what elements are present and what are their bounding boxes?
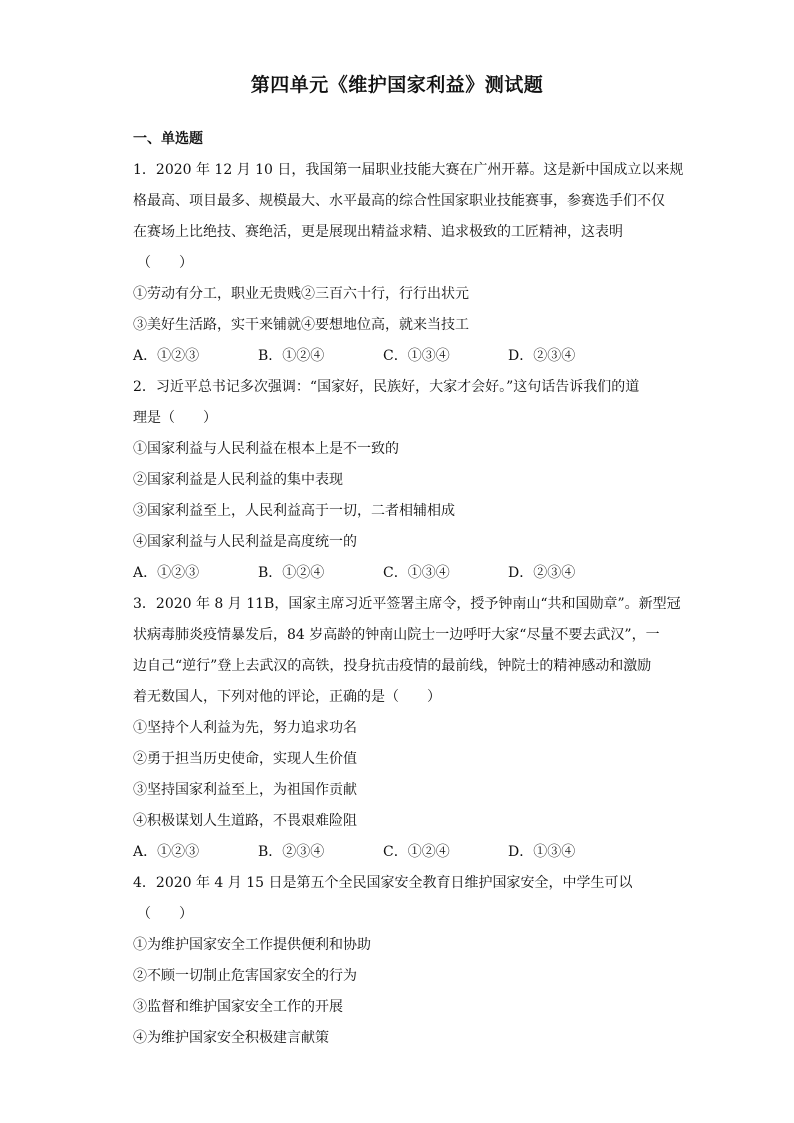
answer-options	[133, 837, 633, 868]
option-b: B．②③④	[258, 844, 325, 860]
answer-options	[133, 341, 633, 372]
option-d: D．②③④	[508, 348, 576, 364]
statement: ①为维护国家安全工作提供便利和协助	[133, 937, 371, 953]
question-2	[133, 372, 640, 589]
statement: ③国家利益至上，人民利益高于一切，二者相辅相成	[133, 503, 455, 519]
option-d: D．②③④	[508, 565, 576, 581]
question-text-line: 4．2020 年 4 月 15 日是第五个全民国家安全教育日维护国家安全，中学生可以	[133, 875, 633, 891]
option-a: A．①②③	[133, 348, 200, 364]
statement: ③美好生活路，实干来铺就④要想地位高，就来当技工	[133, 317, 469, 333]
question-1	[133, 155, 684, 372]
statement: ③监督和维护国家安全工作的开展	[133, 999, 343, 1015]
question-4	[133, 868, 633, 1054]
statement: ④为维护国家安全积极建言献策	[133, 1030, 329, 1046]
option-a: A．①②③	[133, 565, 200, 581]
statement: ④国家利益与人民利益是高度统一的	[133, 534, 357, 550]
answer-options	[133, 558, 633, 589]
option-c: C．①③④	[383, 348, 450, 364]
statement: ④积极谋划人生道路，不畏艰难险阻	[133, 813, 357, 829]
question-text-line: 在赛场上比绝技、赛绝活，更是展现出精益求精、追求极致的工匠精神，这表明	[133, 224, 623, 240]
statement: ①坚持个人利益为先，努力追求功名	[133, 720, 357, 736]
option-b: B．①②④	[258, 565, 325, 581]
statement: ③坚持国家利益至上，为祖国作贡献	[133, 782, 357, 798]
page-title: 第四单元《维护国家利益》测试题	[250, 74, 544, 96]
question-text-line: 边自己“逆行”登上去武汉的高铁，投身抗击疫情的最前线，钟院士的精神感动和激励	[133, 658, 652, 674]
statement: ②国家利益是人民利益的集中表现	[133, 472, 343, 488]
option-d: D．①③④	[508, 844, 576, 860]
question-text-line: 1．2020 年 12 月 10 日，我国第一届职业技能大赛在广州开幕。这是新中国成立以来规	[133, 162, 684, 178]
option-b: B．①②④	[258, 348, 325, 364]
option-a: A．①②③	[133, 844, 200, 860]
question-text-line: 着无数国人，下列对他的评论，正确的是（ ）	[133, 689, 441, 705]
option-c: C．①③④	[383, 565, 450, 581]
statement: ②勇于担当历史使命，实现人生价值	[133, 751, 357, 767]
question-text-line: 格最高、项目最多、规模最大、水平最高的综合性国家职业技能赛事，参赛选手们不仅	[133, 193, 665, 209]
question-3	[133, 589, 681, 868]
statement: ①国家利益与人民利益在根本上是不一致的	[133, 441, 399, 457]
answer-blank: （ ）	[137, 255, 193, 271]
question-text-line: 2．习近平总书记多次强调：“国家好，民族好，大家才会好。”这句话告诉我们的道	[133, 379, 640, 395]
section-heading: 一、单选题	[133, 131, 203, 147]
question-text-line: 状病毒肺炎疫情暴发后，84 岁高龄的钟南山院士一边呼吁大家“尽量不要去武汉”，一	[133, 627, 660, 643]
question-text-line: 理是（ ）	[133, 410, 217, 426]
answer-blank: （ ）	[137, 906, 193, 922]
statement: ②不顾一切制止危害国家安全的行为	[133, 968, 357, 984]
question-text-line: 3．2020 年 8 月 11B，国家主席习近平签署主席令，授予钟南山“共和国勋章”。新型冠	[133, 596, 681, 612]
content	[133, 124, 684, 1054]
option-c: C．①②④	[383, 844, 450, 860]
statement: ①劳动有分工，职业无贵贱②三百六十行，行行出状元	[133, 286, 469, 302]
